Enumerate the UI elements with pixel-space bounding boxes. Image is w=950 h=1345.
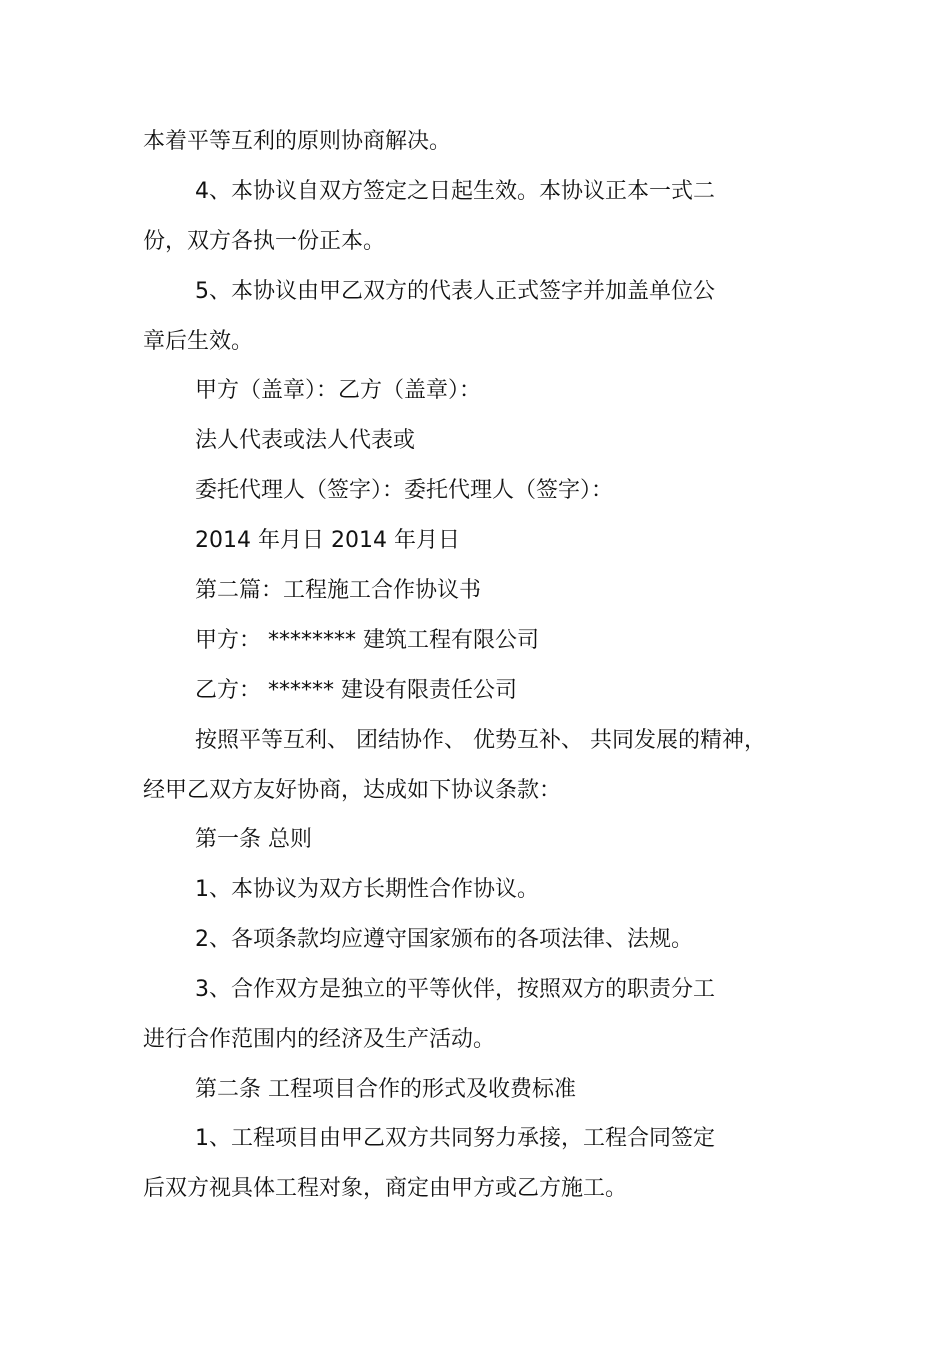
text-line: 5、本协议由甲乙双方的代表人正式签字并加盖单位公	[195, 279, 715, 304]
text-line: 1、本协议为双方长期性合作协议。	[195, 877, 539, 902]
text-line: 后双方视具体工程对象，商定由甲方或乙方施工。	[143, 1176, 628, 1201]
text-line: 进行合作范围内的经济及生产活动。	[143, 1027, 496, 1052]
text-line: 甲方（盖章）：乙方（盖章）：	[195, 378, 482, 403]
text-line: 2014 年月日 2014 年月日	[195, 528, 460, 553]
text-line: 4、本协议自双方签定之日起生效。本协议正本一式二	[195, 179, 715, 204]
text-line: 份，双方各执一份正本。	[143, 229, 386, 254]
text-line: 甲方： ******** 建筑工程有限公司	[195, 628, 539, 653]
text-line: 按照平等互利、 团结协作、 优势互补、 共同发展的精神，	[195, 728, 766, 753]
text-line: 章后生效。	[143, 329, 254, 354]
article-heading: 第一条 总则	[195, 827, 312, 852]
text-line: 法人代表或法人代表或	[195, 428, 416, 453]
text-line: 1、工程项目由甲乙双方共同努力承接，工程合同签定	[195, 1126, 715, 1151]
text-line: 委托代理人（签字）：委托代理人（签字）：	[195, 478, 614, 503]
article-heading: 第二条 工程项目合作的形式及收费标准	[195, 1077, 576, 1102]
text-line: 2、各项条款均应遵守国家颁布的各项法律、法规。	[195, 927, 693, 952]
text-line: 本着平等互利的原则协商解决。	[143, 129, 452, 154]
text-line: 经甲乙双方友好协商，达成如下协议条款：	[143, 778, 562, 803]
text-line: 3、合作双方是独立的平等伙伴，按照双方的职责分工	[195, 977, 715, 1002]
section-heading: 第二篇：工程施工合作协议书	[195, 578, 482, 603]
text-line: 乙方： ****** 建设有限责任公司	[195, 678, 517, 703]
